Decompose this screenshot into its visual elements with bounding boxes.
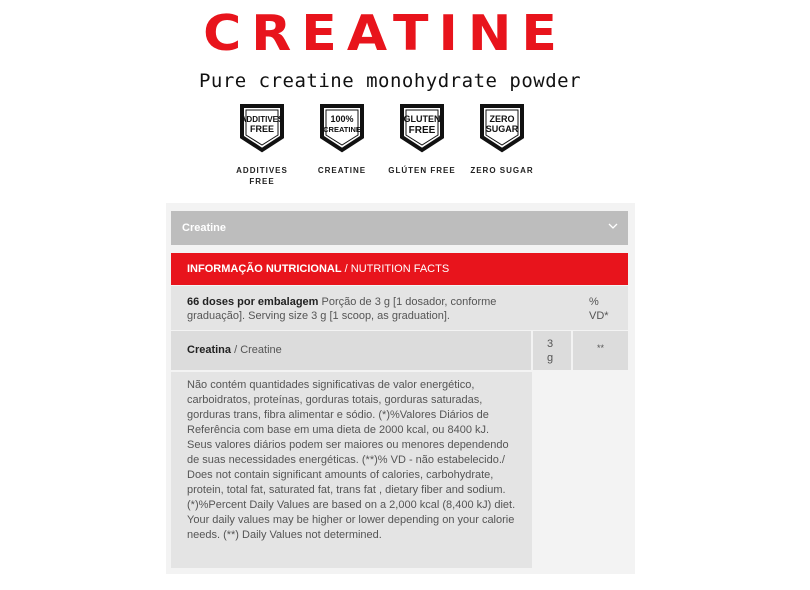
nutrition-panel: [166, 203, 635, 574]
vd-label-line2: VD*: [589, 310, 609, 322]
creatine-100-badge-icon: [319, 103, 365, 153]
serving-size: Porção de 3 g [1 dosador, conforme graduação]. Serving size 3 g [1 scoop, as graduation].: [187, 296, 497, 322]
servings-row: [171, 286, 628, 330]
badge-caption: GLÚTEN FREE: [388, 166, 456, 175]
nutrition-header-title: INFORMAÇÃO NUTRICIONAL: [187, 263, 342, 275]
servings-count: 66 doses por embalagem: [187, 296, 319, 308]
chevron-down-icon[interactable]: [607, 220, 619, 232]
badge-line1: GLUTEN: [403, 114, 441, 124]
zero-sugar-badge-icon: [479, 103, 525, 153]
additives-free-badge-icon: [239, 103, 285, 153]
badge-caption: CREATINE: [317, 166, 367, 175]
hero-title: CREATINE: [203, 5, 567, 63]
daily-value-column-header: [589, 295, 625, 323]
accordion-creatine[interactable]: [171, 211, 628, 245]
badge-line2: SUGAR: [485, 124, 519, 134]
badge-caption: ADDITIVES FREE: [236, 166, 288, 186]
badge-line2: CREATINE: [323, 125, 361, 134]
nutrient-name: [171, 331, 531, 370]
badge-line2: FREE: [408, 125, 436, 136]
badge-line1: 100%: [330, 114, 354, 124]
badge-additives-free: [222, 103, 302, 187]
accordion-label: Creatine: [182, 222, 227, 234]
table-row: [171, 331, 628, 370]
badge-zero-sugar: [462, 103, 542, 176]
nutrient-quantity: [533, 331, 571, 370]
servings-text: [187, 295, 547, 323]
nutrient-name-en: / Creatine: [231, 344, 282, 356]
nutrition-notes: Não contém quantidades significativas de valor energético, carboidratos, proteínas, gorduras totais, gorduras saturadas, gorduras trans, fibra alimentar e sódio. (*)%Valores Diários de Referência com base em uma dieta de 2000 kcal, ou 8400 kJ. Seus valores diários podem ser maiores ou menores dependendo de suas necessidades energéticas. (**)% VD - não estabelecido./ Does not contain significant amounts of calories, carbohydrate, protein, total fat, saturated fat, trans fat , dietary fiber and sodium. (*)%Percent Daily Values are based on a 2,000 kcal (8,400 kJ) diet. Your daily values may be higher or lower depending on your calorie needs. (**) Daily Values not determined.: [171, 372, 532, 568]
nutrient-daily-value: **: [573, 331, 628, 370]
badge-line1: ZERO: [489, 114, 515, 124]
nutrient-quantity-value: 3: [547, 338, 554, 350]
badge-line2: FREE: [249, 124, 275, 134]
badge-caption: ZERO SUGAR: [470, 166, 534, 175]
vd-label-line1: %: [589, 296, 599, 308]
hero-subtitle: Pure creatine monohydrate powder: [198, 70, 582, 92]
badge-creatine-100: [302, 103, 382, 176]
badge-gluten-free: [382, 103, 462, 176]
feature-badges: [222, 103, 542, 193]
badge-line1: ADDITIVES: [240, 115, 284, 124]
nutrition-facts-header: [171, 253, 628, 285]
nutrient-name-pt: Creatina: [187, 344, 232, 356]
nutrient-quantity-unit: g: [547, 352, 554, 364]
nutrition-header-subtitle: / NUTRITION FACTS: [341, 263, 450, 275]
gluten-free-badge-icon: [399, 103, 445, 153]
